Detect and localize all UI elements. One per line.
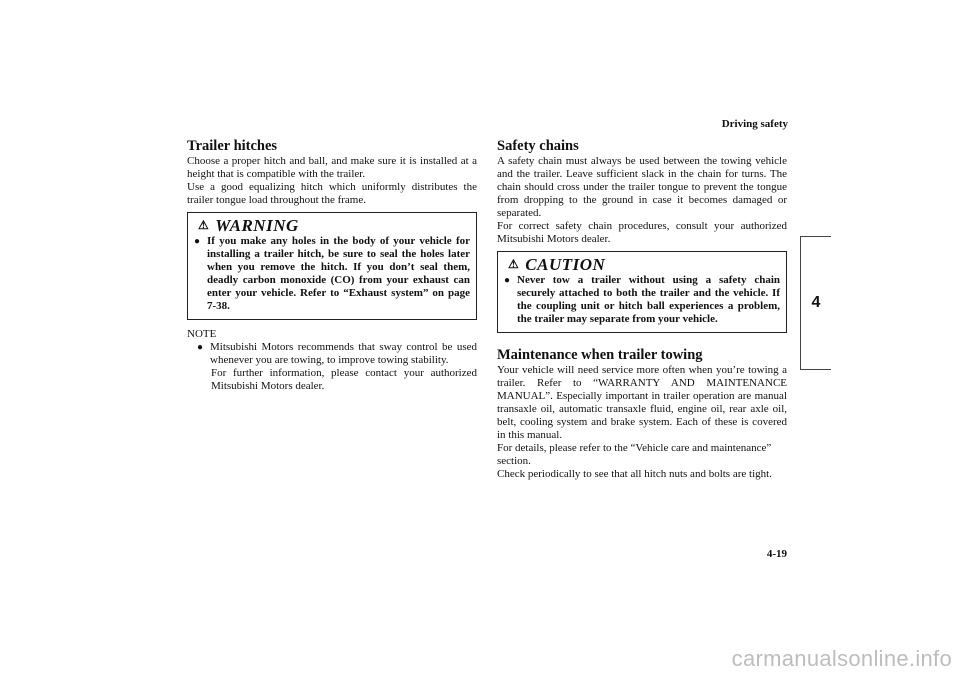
chains-paragraph-2: For correct safety chain procedures, consult your authorized Mitsubishi Motors dealer.: [497, 220, 787, 245]
caution-item: [504, 274, 780, 326]
page-number: 4-19: [766, 548, 787, 560]
watermark: carmanualsonline.info: [731, 646, 952, 671]
caution-text: Never tow a trailer without using a safety chain securely attached to both the trailer and the vehicle. If the coupling unit or hitch ball experiences a problem, the trailer may separate from your vehicle.: [517, 274, 780, 325]
bullet-icon: ●: [197, 342, 204, 353]
maintenance-paragraph-1: Your vehicle will need service more often when you’re towing a trailer. Refer to “WARRANTY AND MAINTENANCE MANUAL”. Especially important in trailer operation are manual transaxle oil, automatic transaxle fluid, engine oil, rear axle oil, belt, cooling system and brake system. Each of these is covered in this manual.: [497, 364, 787, 441]
note-label: NOTE: [187, 328, 217, 340]
safety-chains-heading: Safety chains: [497, 138, 579, 154]
warning-box: [187, 212, 477, 320]
caution-box: [497, 251, 787, 333]
trailer-hitches-heading: Trailer hitches: [187, 138, 278, 154]
chapter-tab: 4: [800, 236, 831, 370]
caution-triangle-icon: ⚠: [508, 256, 520, 271]
note-extra: For further information, please contact your authorized Mitsubishi Motors dealer.: [211, 367, 477, 392]
maintenance-paragraph-3: Check periodically to see that all hitch nuts and bolts are tight.: [497, 468, 772, 480]
warning-label: WARNING: [215, 215, 299, 235]
caution-header: [504, 254, 780, 274]
left-column: [187, 138, 477, 393]
maintenance-paragraph-2: For details, please refer to the “Vehicle care and maintenance” section.: [497, 442, 772, 467]
hitch-paragraph-2: Use a good equalizing hitch which uniformly distributes the trailer tongue load throughout the frame.: [187, 181, 477, 206]
right-column: [497, 138, 787, 481]
caution-label: CAUTION: [525, 254, 606, 274]
note-text: Mitsubishi Motors recommends that sway control be used whenever you are towing, to improve towing stability.: [210, 341, 477, 366]
warning-text: If you make any holes in the body of your vehicle for installing a trailer hitch, be sure to seal the holes later when you remove the hitch. If you don’t seal them, deadly carbon monoxide (CO) from your exhaust can enter your vehicle. Refer to “Exhaust system” on page 7-38.: [207, 235, 470, 312]
bullet-icon: ●: [194, 236, 201, 247]
section-header: Driving safety: [721, 118, 788, 130]
warning-item: [194, 235, 470, 313]
note-item: [187, 341, 477, 367]
maintenance-heading: Maintenance when trailer towing: [497, 347, 703, 363]
chains-paragraph-1: A safety chain must always be used between the towing vehicle and the trailer. Leave sufficient slack in the chain for turns. The chain should cross under the trailer tongue to prevent the tongue from dropping to the ground in case it becomes damaged or separated.: [497, 155, 787, 219]
warning-header: [194, 215, 470, 235]
bullet-icon: ●: [504, 275, 511, 286]
warning-triangle-icon: ⚠: [198, 217, 210, 232]
hitch-paragraph-1: Choose a proper hitch and ball, and make sure it is installed at a height that is compatible with the trailer.: [187, 155, 477, 180]
